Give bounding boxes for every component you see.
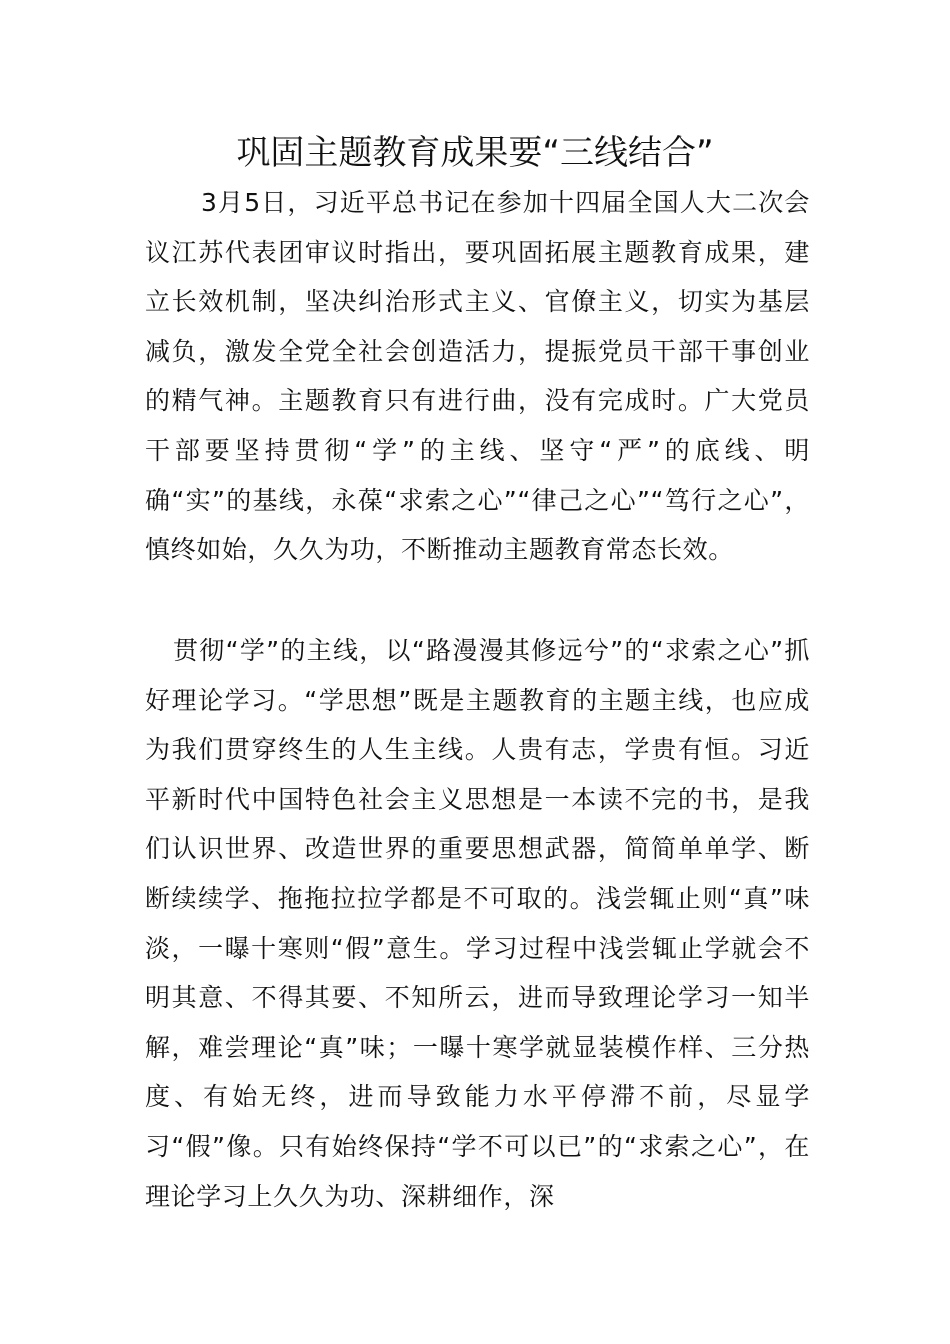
paragraph-2: 贯彻“学”的主线，以“路漫漫其修远兮”的“求索之心”抓好理论学习。“学思想”既是主题教育的主题主线，也应成为我们贯穿终生的人生主线。人贵有志，学贵有恒。习近平新时代中国特色社会主义思想是一本读不完的书，是我们认识世界、改造世界的重要思想武器，简简单单学、断断续续学、拖拖拉拉学都是不可取的。浅尝辄止则“真”味淡，一曝十寒则“假”意生。学习过程中浅尝辄止学就会不明其意、不得其要、不知所云，进而导致理论学习一知半解，难尝理论“真”味；一曝十寒学就显装模作样、三分热度、有始无终，进而导致能力水平停滞不前，尽显学习“假”像。只有始终保持“学不可以已”的“求索之心”，在理论学习上久久为功、深耕细作，深 bbox=[145, 636, 810, 1211]
paragraph-1: 3月5日，习近平总书记在参加十四届全国人大二次会议江苏代表团审议时指出，要巩固拓展主题教育成果，建立长效机制，坚决纠治形式主义、官僚主义，切实为基层减负，激发全党全社会创造活力，提振党员干部干事创业的精气神。主题教育只有进行曲，没有完成时。广大党员干部要坚持贯彻“学”的主线、坚守“严”的底线、明确“实”的基线，永葆“求索之心”“律己之心”“笃行之心”，慎终如始，久久为功，不断推动主题教育常态长效。 bbox=[145, 188, 810, 565]
document-title: 巩固主题教育成果要“三线结合” bbox=[236, 133, 714, 173]
